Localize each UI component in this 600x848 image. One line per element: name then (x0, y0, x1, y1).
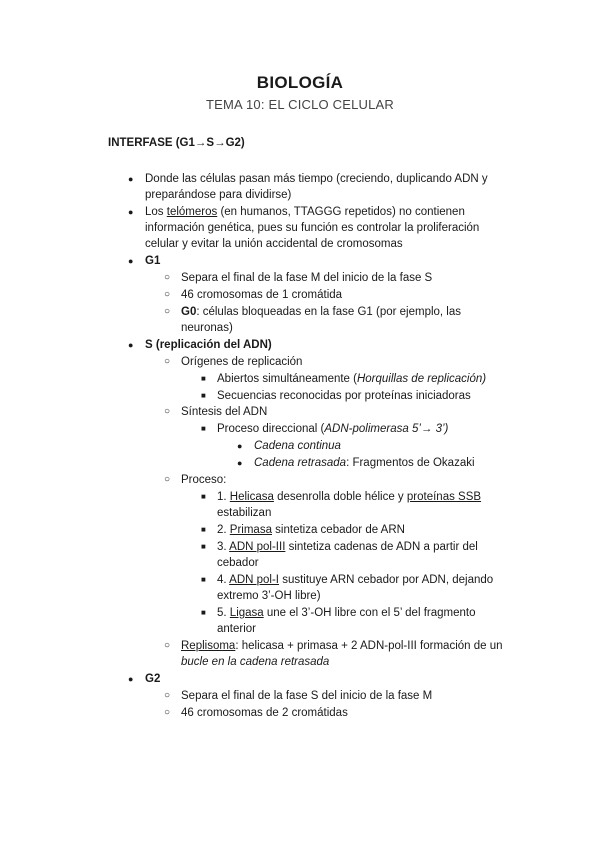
text: Proceso direccional ( (217, 423, 325, 435)
pol3-term: ADN pol-III (229, 541, 286, 553)
g2-item: Separa el final de la fase S del inicio de la fase M (181, 690, 433, 702)
bullet-l1: ● (128, 674, 134, 684)
text: 3. (217, 541, 230, 553)
page-title: BIOLOGÍA (256, 73, 344, 92)
text: : células bloqueadas en la fase G1 (por ejemplo, las (196, 306, 462, 318)
lagging-term: Cadena retrasada (254, 457, 347, 469)
origins-item: Orígenes de replicación (181, 356, 303, 368)
bullet-l3: ■ (201, 424, 206, 433)
bullet-l4: ● (237, 458, 243, 468)
bullet-l1: ● (128, 207, 134, 217)
bullet-l1: ● (128, 256, 134, 266)
telomeres-term: telómeros (166, 206, 218, 218)
bullet-l3: ■ (201, 575, 206, 584)
process-step-1 (217, 489, 481, 506)
bullet-l1: ● (128, 174, 134, 184)
text: 1. (217, 491, 230, 503)
text: sintetiza cadenas de ADN a partir del (285, 541, 478, 553)
bullet-l2: ○ (164, 640, 171, 651)
process-step-5 (217, 605, 475, 622)
g2-item: 46 cromosomas de 2 cromátidas (181, 707, 348, 719)
process-step-1: estabilizan (217, 507, 272, 519)
g0-item (181, 304, 461, 321)
primase-term: Primasa (229, 524, 272, 536)
bullet-l3: ■ (201, 542, 206, 551)
text: 4. (217, 574, 230, 586)
bullet-l3: ■ (201, 492, 206, 501)
text: Abiertos simultáneamente ( (217, 373, 357, 385)
bullet-l2: ○ (164, 356, 171, 367)
origins-sub (217, 371, 486, 388)
process-step-5: anterior (217, 623, 256, 635)
telomeres-line: celular y evitar la unión accidental de cromosomas (145, 238, 403, 250)
text: Los (145, 206, 167, 218)
ligase-term: Ligasa (229, 607, 264, 619)
process-step-4: extremo 3’-OH libre) (217, 590, 321, 602)
synthesis-item: Síntesis del ADN (181, 406, 268, 418)
text: 2. (217, 524, 230, 536)
g1-item: Separa el final de la fase M del inicio de la fase S (181, 272, 433, 284)
process-step-4 (217, 572, 493, 589)
bullet-l3: ■ (201, 374, 206, 383)
text: : helicasa + primasa + 2 ADN-pol-III formación de un (235, 640, 503, 652)
intro-line: Donde las células pasan más tiempo (creciendo, duplicando ADN y (145, 173, 488, 185)
text: sintetiza cebador de ARN (271, 524, 405, 536)
g0-term: G0 (181, 306, 197, 318)
text: une el 3’-OH libre con el 5’ del fragmento (263, 607, 476, 619)
lagging-strand (254, 455, 475, 472)
text: (en humanos, TTAGGG repetidos) no contienen (217, 206, 465, 218)
text: : Fragmentos de Okazaki (346, 457, 475, 469)
bullet-l2: ○ (164, 306, 171, 317)
s-heading: S (replicación del ADN) (145, 339, 272, 351)
telomeres-line: información genética, pues su función es controlar la proliferación (145, 222, 480, 234)
polymerase-term: ADN-polimerasa 5’→ 3’) (324, 423, 449, 435)
text: 5. (217, 607, 230, 619)
bullet-l2: ○ (164, 406, 171, 417)
intro-line: preparándose para dividirse) (145, 189, 292, 201)
bullet-l3: ■ (201, 391, 206, 400)
ssb-term: proteínas SSB (406, 491, 482, 503)
bullet-l1: ● (128, 340, 134, 350)
text: sustituye ARN cebador por ADN, dejando (279, 574, 494, 586)
bullet-l2: ○ (164, 474, 171, 485)
origins-sub: Secuencias reconocidas por proteínas iniciadoras (217, 390, 471, 402)
process-item: Proceso: (181, 474, 227, 486)
fork-term: Horquillas de replicación) (356, 373, 487, 385)
replisome-item (181, 638, 503, 655)
g1-item: 46 cromosomas de 1 cromátida (181, 289, 343, 301)
process-step-3 (217, 539, 478, 556)
process-step-3: cebador (217, 557, 259, 569)
bullet-l3: ■ (201, 608, 206, 617)
bullet-l2: ○ (164, 289, 171, 300)
process-step-2 (217, 522, 405, 539)
g1-heading: G1 (145, 255, 161, 267)
pol1-term: ADN pol-I (229, 574, 280, 586)
bullet-l3: ■ (201, 525, 206, 534)
replisome-term: Replisoma (181, 640, 236, 652)
synthesis-sub (217, 421, 448, 438)
text: desenrolla doble hélice y (273, 491, 407, 503)
leading-strand: Cadena continua (254, 440, 341, 452)
page-subtitle: TEMA 10: EL CICLO CELULAR (205, 97, 395, 112)
telomeres-line (145, 204, 465, 221)
replisome-item: bucle en la cadena retrasada (181, 656, 330, 668)
helicase-term: Helicasa (229, 491, 274, 503)
bullet-l4: ● (237, 441, 243, 451)
g2-heading: G2 (145, 673, 161, 685)
g0-item: neuronas) (181, 322, 233, 334)
bullet-l2: ○ (164, 272, 171, 283)
bullet-l2: ○ (164, 707, 171, 718)
section-heading: INTERFASE (G1→S→G2) (108, 137, 245, 149)
bullet-l2: ○ (164, 690, 171, 701)
